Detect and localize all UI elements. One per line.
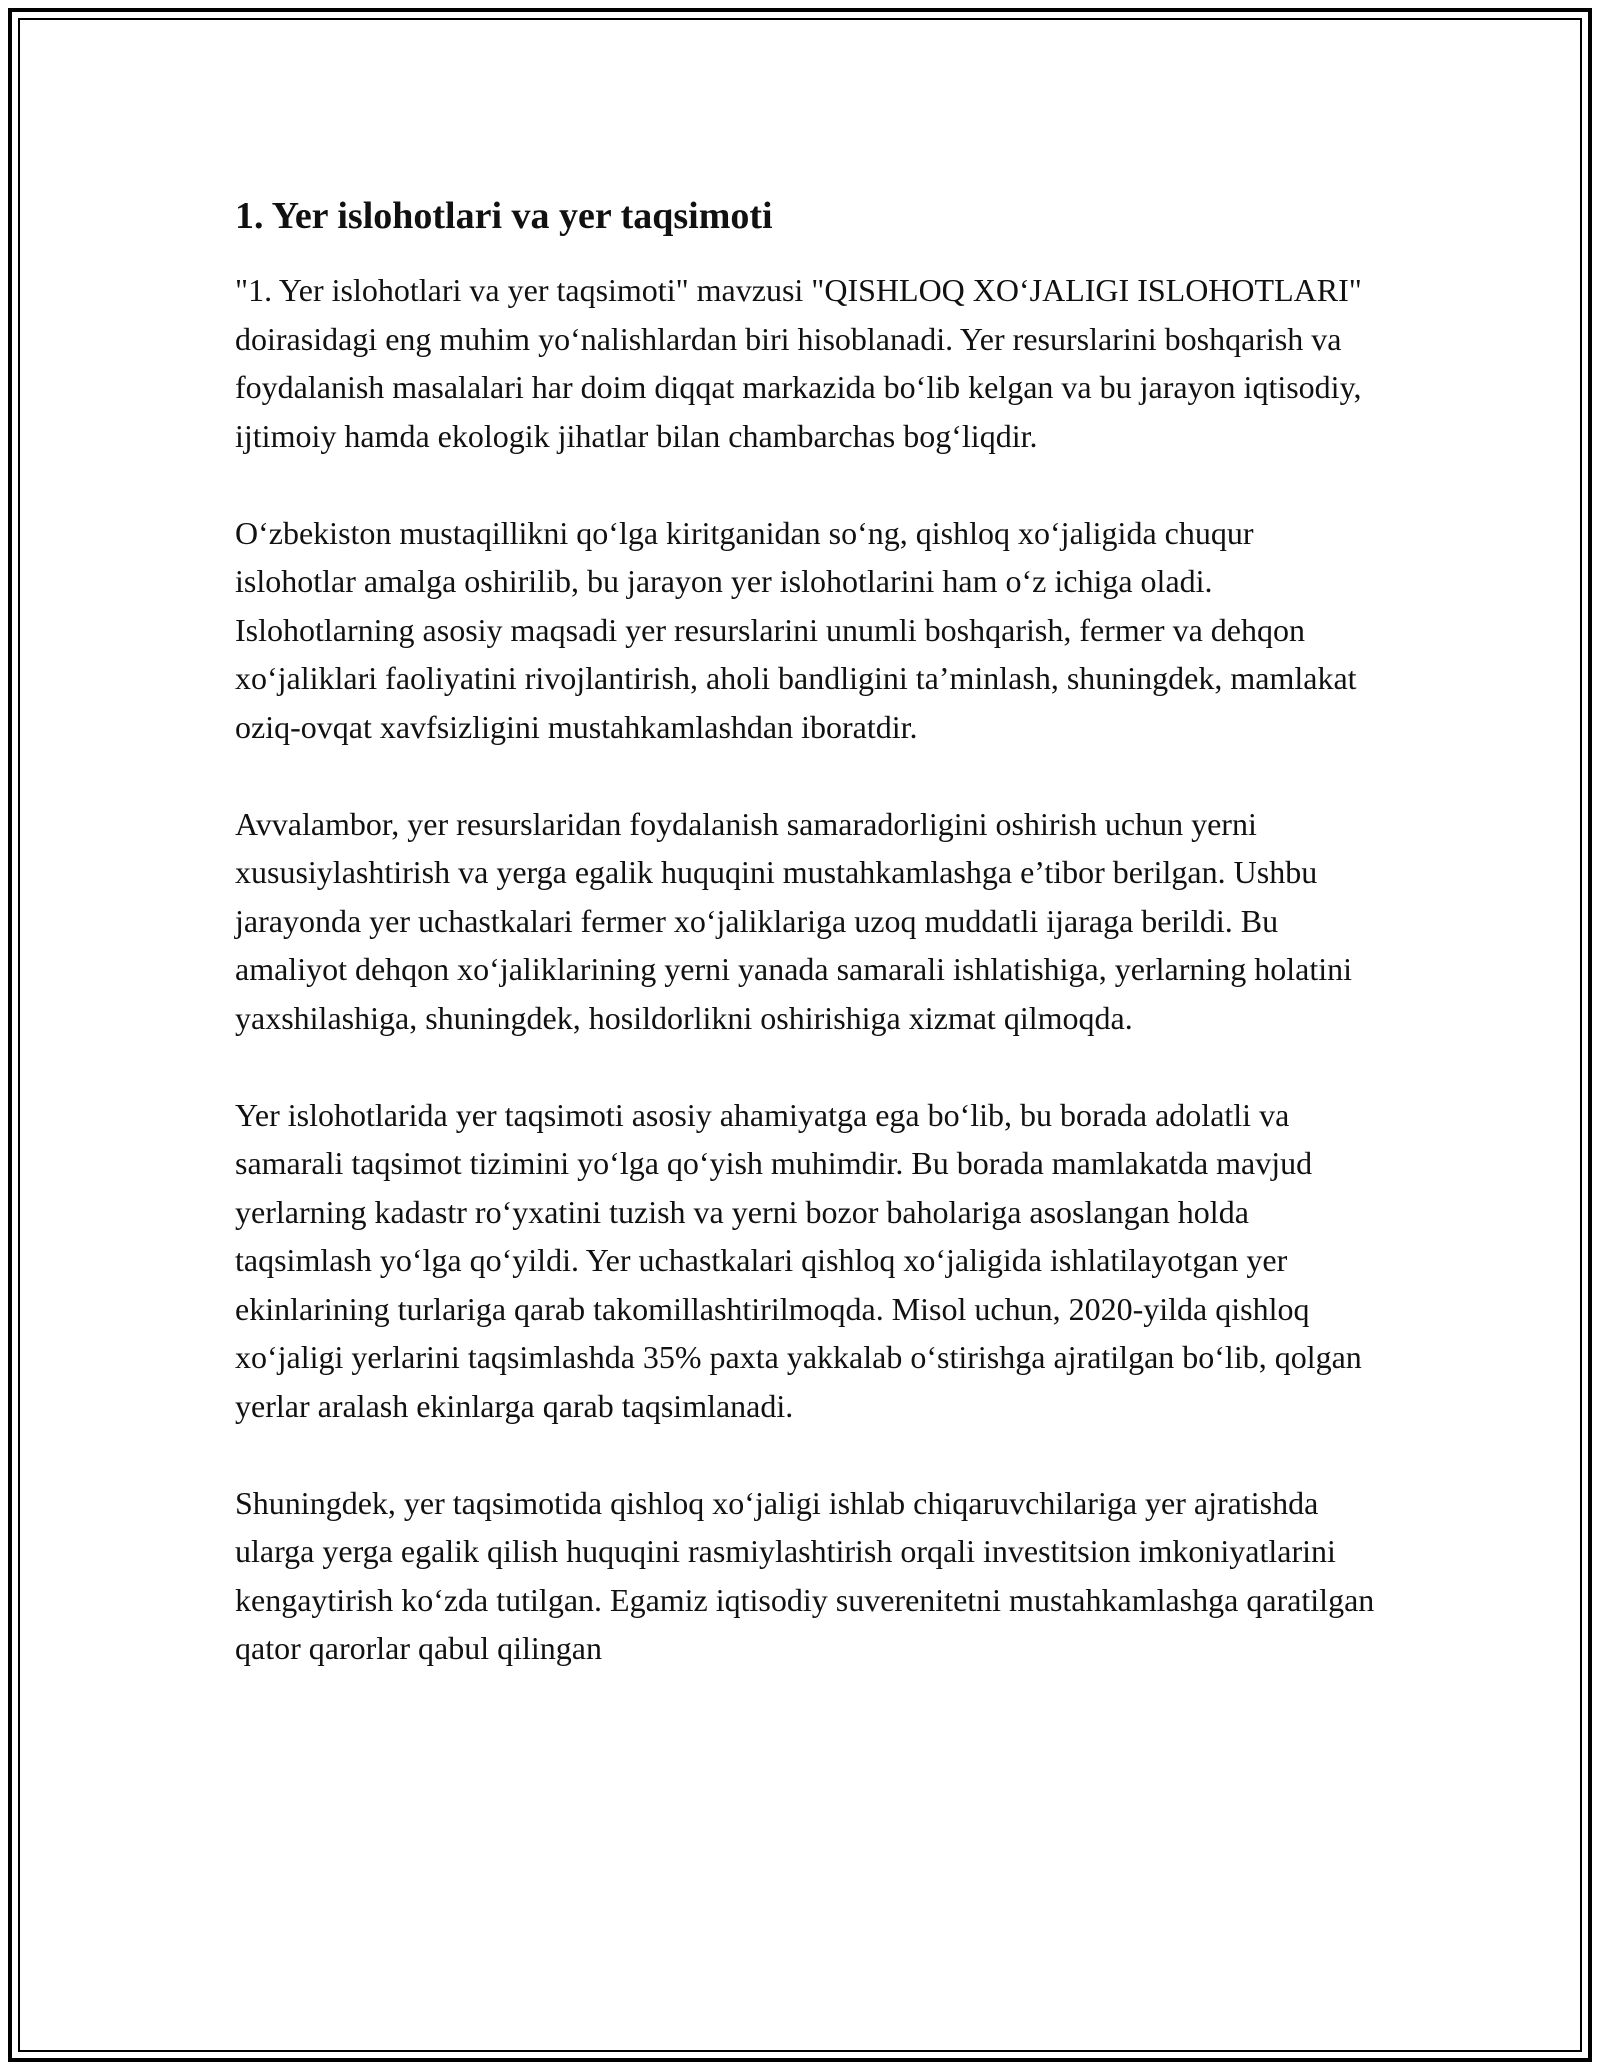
document-body xyxy=(235,190,1375,1721)
paragraph-5: Shuningdek, yer taqsimotida qishloq xo‘jaligi ishlab chiqaruvchilariga yer ajratishda ularga yerga egalik qilish huquqini rasmiylashtirish orqali investitsion imkoniyatlarini kengaytirish ko‘zda tutilgan. Egamiz iqtisodiy suverenitetni mustahkamlashga qaratilgan qator qarorlar qabul qilingan xyxy=(235,1484,1375,1666)
section-heading: 1. Yer islohotlari va yer taqsimoti xyxy=(235,195,773,237)
paragraph-1: "1. Yer islohotlari va yer taqsimoti" mavzusi "QISHLOQ XO‘JALIGI ISLOHOTLARI" doirasidagi eng muhim yo‘nalishlardan biri hisoblanadi. Yer resurslarini boshqarish va foydalanish masalalari har doim diqqat markazida bo‘lib kelgan va bu jarayon iqtisodiy, ijtimoiy hamda ekologik jihatlar bilan chambarchas bog‘liqdir. xyxy=(235,272,1362,454)
paragraph-3: Avvalambor, yer resurslaridan foydalanish samaradorligini oshirish uchun yerni xususiylashtirish va yerga egalik huquqini mustahkamlashga e’tibor berilgan. Ushbu jarayonda yer uchastkalari fermer xo‘jaliklariga uzoq muddatli ijaraga berildi. Bu amaliyot dehqon xo‘jaliklarining yerni yanada samarali ishlatishiga, yerlarning holatini yaxshilashiga, shuningdek, hosildorlikni oshirishiga xizmat qilmoqda. xyxy=(235,805,1353,1036)
paragraph-2: O‘zbekiston mustaqillikni qo‘lga kiritganidan so‘ng, qishloq xo‘jaligida chuqur islohotlar amalga oshirilib, bu jarayon yer islohotlarini ham o‘z ichiga oladi. Islohotlarning asosiy maqsadi yer resurslarini unumli boshqarish, fermer va dehqon xo‘jaliklari faoliyatini rivojlantirish, aholi bandligini ta’minlash, shuningdek, mamlakat oziq-ovqat xavfsizligini mustahkamlashdan iboratdir. xyxy=(235,514,1357,745)
paragraph-4: Yer islohotlarida yer taqsimoti asosiy ahamiyatga ega bo‘lib, bu borada adolatli va samarali taqsimot tizimini yo‘lga qo‘yish muhimdir. Bu borada mamlakatda mavjud yerlarning kadastr ro‘yxatini tuzish va yerni bozor baholariga asoslangan holda taqsimlash yo‘lga qo‘yildi. Yer uchastkalari qishloq xo‘jaligida ishlatilayotgan yer ekinlarining turlariga qarab takomillashtirilmoqda. Misol uchun, 2020-yilda qishloq xo‘jaligi yerlarini taqsimlashda 35% paxta yakkalab o‘stirishga ajratilgan bo‘lib, qolgan yerlar aralash ekinlarga qarab taqsimlanadi. xyxy=(235,1096,1362,1424)
